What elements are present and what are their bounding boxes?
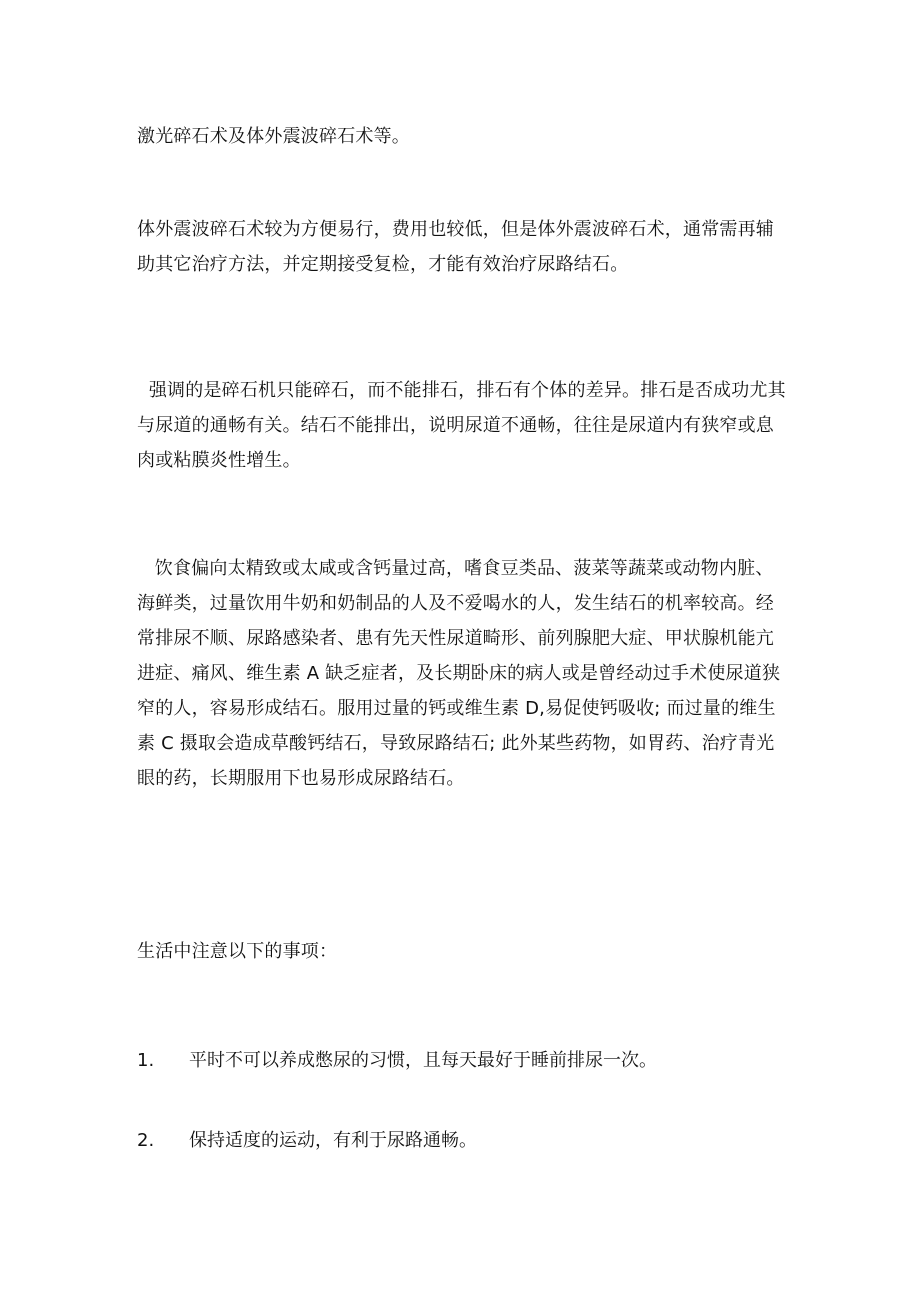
list-number: 2.: [137, 1130, 155, 1151]
list-text: 保持适度的运动，有利于尿路通畅。: [189, 1130, 477, 1151]
paragraph-precautions-heading: 生活中注意以下的事项：: [137, 941, 338, 962]
paragraph-lithotripsy-methods: 激光碎石术及体外震波碎石术等。: [137, 126, 410, 147]
list-item: [137, 1123, 787, 1158]
paragraph-risk-factors: 饮食偏向太精致或太咸或含钙量过高，嗜食豆类品、菠菜等蔬菜或动物内脏、海鲜类，过量饮用牛奶和奶制品的人及不爱喝水的人，发生结石的机率较高。经常排尿不顺、尿路感染者、患有先天性尿道畸形、前列腺肥大症、甲状腺机能亢进症、痛风、维生素 A 缺乏症者，及长期卧床的病人或是曾经动过手术使尿道狭窄的人，容易形成结石。服用过量的钙或维生素 D,易促使钙吸收; 而过量的维生素 C 摄取会造成草酸钙结石，导致尿路结石; 此外某些药物，如胃药、治疗青光眼的药，长期服用下也易形成尿路结石。: [137, 558, 781, 789]
paragraph-stone-passage: 强调的是碎石机只能碎石，而不能排石，排石有个体的差异。排石是否成功尤其与尿道的通畅有关。结石不能排出，说明尿道不通畅，往往是尿道内有狭窄或息肉或粘膜炎性增生。: [137, 380, 786, 471]
paragraph-shockwave-lithotripsy: 体外震波碎石术较为方便易行，费用也较低，但是体外震波碎石术，通常需再辅助其它治疗方法，并定期接受复检，才能有效治疗尿路结石。: [137, 219, 774, 275]
list-item: [137, 1043, 787, 1078]
list-text: 平时不可以养成憋尿的习惯，且每天最好于睡前排尿一次。: [189, 1050, 657, 1071]
list-number: 1.: [137, 1050, 155, 1071]
